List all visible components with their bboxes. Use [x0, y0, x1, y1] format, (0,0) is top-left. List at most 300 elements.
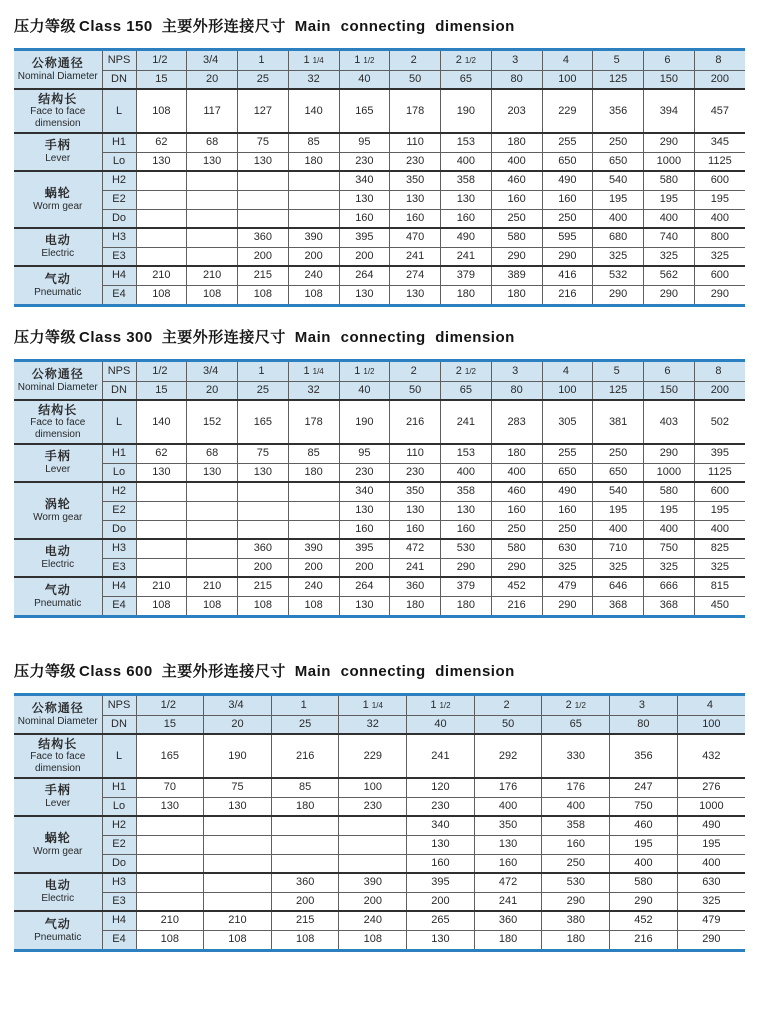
value-cell: 389 [491, 266, 542, 285]
nps-cell [390, 362, 441, 381]
value-cell: 350 [474, 816, 542, 835]
group-label-en: Pneumatic [34, 597, 82, 609]
value-cell [136, 854, 204, 873]
nps-header-cell: NPS [102, 696, 136, 715]
nominal-diameter-en: Nominal Diameter [17, 70, 98, 82]
value-cell: 180 [288, 152, 339, 171]
dn-header-cell: DN [102, 381, 136, 400]
value-cell: 160 [339, 520, 390, 539]
value-cell [204, 816, 272, 835]
value-cell: 180 [491, 444, 542, 463]
group-label-zh: 手柄 [44, 783, 71, 798]
value-cell: 360 [238, 228, 289, 247]
nps-main: 4 [562, 53, 569, 66]
dn-cell: 25 [271, 715, 339, 734]
value-cell: 108 [136, 930, 204, 949]
value-cell [204, 835, 272, 854]
value-cell: 358 [542, 816, 610, 835]
row-code: E4 [102, 596, 136, 615]
value-cell [136, 482, 187, 501]
value-cell: 580 [644, 482, 695, 501]
value-cell [136, 247, 187, 266]
group-label-face-to-face-dimension [14, 89, 102, 133]
value-cell: 460 [610, 816, 678, 835]
nps-main: 4 [706, 698, 713, 711]
value-cell: 190 [339, 400, 390, 444]
value-cell: 68 [187, 444, 238, 463]
value-cell: 180 [491, 133, 542, 152]
value-cell: 292 [474, 734, 542, 778]
value-cell [238, 482, 289, 501]
dn-cell: 200 [694, 381, 745, 400]
group-label-en: Pneumatic [34, 931, 82, 943]
value-cell: 532 [593, 266, 644, 285]
value-cell: 580 [610, 873, 678, 892]
value-cell: 400 [542, 797, 610, 816]
value-cell: 153 [441, 444, 492, 463]
value-cell: 360 [271, 873, 339, 892]
nps-main: 5 [613, 364, 620, 377]
value-cell: 345 [694, 133, 745, 152]
value-cell: 470 [390, 228, 441, 247]
value-cell: 650 [593, 152, 644, 171]
nps-main: 1 [258, 364, 265, 377]
group-label-electric [14, 873, 102, 911]
value-cell: 283 [491, 400, 542, 444]
value-cell: 108 [238, 596, 289, 615]
nps-main: 4 [562, 364, 569, 377]
dn-cell: 50 [390, 70, 441, 89]
nps-main: 8 [715, 364, 722, 377]
value-cell: 215 [238, 266, 289, 285]
row-code: H3 [102, 539, 136, 558]
value-cell: 180 [474, 930, 542, 949]
value-cell: 250 [491, 520, 542, 539]
nominal-diameter-label [14, 362, 102, 400]
value-cell: 200 [271, 892, 339, 911]
dn-cell: 125 [593, 381, 644, 400]
dn-cell: 80 [491, 381, 542, 400]
nps-header-cell: NPS [102, 51, 136, 70]
value-cell [136, 873, 204, 892]
value-cell: 390 [339, 873, 407, 892]
value-cell: 180 [441, 285, 492, 304]
value-cell: 108 [271, 930, 339, 949]
nps-main: 3/4 [202, 53, 219, 66]
value-cell: 1000 [677, 797, 745, 816]
value-cell: 160 [407, 854, 475, 873]
value-cell: 108 [288, 285, 339, 304]
value-cell [136, 558, 187, 577]
title-class: Class 300 [79, 329, 153, 346]
value-cell: 241 [390, 558, 441, 577]
value-cell: 274 [390, 266, 441, 285]
value-cell: 403 [644, 400, 695, 444]
dn-header-cell: DN [102, 70, 136, 89]
group-label-pneumatic [14, 911, 102, 949]
value-cell: 472 [390, 539, 441, 558]
value-cell: 290 [610, 892, 678, 911]
value-cell: 600 [694, 482, 745, 501]
value-cell: 241 [441, 400, 492, 444]
value-cell: 230 [339, 152, 390, 171]
value-cell: 195 [644, 501, 695, 520]
value-cell [238, 190, 289, 209]
value-cell: 400 [593, 209, 644, 228]
value-cell: 108 [187, 285, 238, 304]
value-cell: 108 [136, 285, 187, 304]
nps-main: 1 [354, 53, 361, 66]
value-cell: 290 [644, 444, 695, 463]
value-cell: 360 [238, 539, 289, 558]
value-cell: 358 [441, 482, 492, 501]
value-cell: 450 [694, 596, 745, 615]
dn-cell: 100 [677, 715, 745, 734]
row-code: H4 [102, 577, 136, 596]
value-cell: 290 [677, 930, 745, 949]
value-cell: 400 [593, 520, 644, 539]
value-cell: 290 [542, 596, 593, 615]
value-cell: 165 [339, 89, 390, 133]
value-cell: 216 [271, 734, 339, 778]
nps-cell [271, 696, 339, 715]
value-cell [238, 520, 289, 539]
dn-cell: 25 [238, 70, 289, 89]
value-cell: 130 [441, 501, 492, 520]
table-section [14, 15, 778, 307]
group-label-en: Worm gear [33, 200, 83, 212]
value-cell [136, 835, 204, 854]
group-label-lever [14, 444, 102, 482]
value-cell: 180 [271, 797, 339, 816]
value-cell [271, 816, 339, 835]
value-cell: 815 [694, 577, 745, 596]
value-cell: 250 [542, 520, 593, 539]
dimension-table-wrap [14, 359, 745, 618]
title-class: Class 150 [79, 18, 153, 35]
title-en: Main connecting dimension [294, 329, 515, 346]
value-cell: 130 [390, 285, 441, 304]
value-cell: 250 [542, 854, 610, 873]
value-cell: 130 [339, 501, 390, 520]
value-cell [187, 558, 238, 577]
value-cell: 379 [441, 577, 492, 596]
value-cell: 200 [407, 892, 475, 911]
value-cell: 325 [593, 247, 644, 266]
title-zh: 压力等级 [14, 18, 77, 35]
table-title [14, 15, 778, 36]
nps-cell [542, 696, 610, 715]
value-cell: 180 [390, 596, 441, 615]
value-cell: 710 [593, 539, 644, 558]
value-cell: 195 [644, 190, 695, 209]
value-cell: 210 [187, 266, 238, 285]
value-cell: 85 [288, 133, 339, 152]
value-cell: 210 [136, 577, 187, 596]
group-label-en: Electric [41, 559, 75, 571]
value-cell: 195 [694, 190, 745, 209]
nps-cell [593, 362, 644, 381]
nps-fraction: 1/4 [312, 55, 324, 65]
value-cell: 108 [204, 930, 272, 949]
value-cell: 85 [288, 444, 339, 463]
nominal-diameter-zh: 公称通径 [31, 366, 84, 381]
value-cell: 130 [238, 152, 289, 171]
title-zh2: 主要外形连接尺寸 [161, 663, 286, 680]
nps-main: 1/2 [160, 698, 176, 711]
value-cell: 580 [491, 228, 542, 247]
row-code: H3 [102, 228, 136, 247]
nps-main: 1 [303, 53, 310, 66]
group-label-lever [14, 778, 102, 816]
nominal-diameter-zh: 公称通径 [31, 700, 84, 715]
nps-cell [339, 51, 390, 70]
nps-cell [694, 51, 745, 70]
nominal-diameter-zh: 公称通径 [31, 55, 84, 70]
value-cell: 195 [610, 835, 678, 854]
dn-cell: 40 [339, 70, 390, 89]
value-cell: 180 [288, 463, 339, 482]
dimension-table-wrap [14, 48, 745, 307]
value-cell: 750 [644, 539, 695, 558]
value-cell [339, 835, 407, 854]
dn-header-cell: DN [102, 715, 136, 734]
value-cell: 210 [204, 911, 272, 930]
group-label-en: Lever [45, 798, 71, 810]
value-cell: 452 [610, 911, 678, 930]
dn-cell: 125 [593, 70, 644, 89]
value-cell: 95 [339, 133, 390, 152]
value-cell [187, 228, 238, 247]
value-cell: 650 [542, 463, 593, 482]
value-cell: 290 [441, 558, 492, 577]
value-cell: 241 [390, 247, 441, 266]
value-cell: 325 [593, 558, 644, 577]
group-label-lever [14, 133, 102, 171]
value-cell: 530 [542, 873, 610, 892]
row-code: Lo [102, 797, 136, 816]
nps-cell [474, 696, 542, 715]
value-cell: 290 [644, 133, 695, 152]
value-cell: 800 [694, 228, 745, 247]
value-cell: 255 [542, 133, 593, 152]
value-cell: 210 [136, 266, 187, 285]
value-cell: 200 [238, 558, 289, 577]
value-cell: 108 [136, 596, 187, 615]
nps-cell [339, 362, 390, 381]
row-code: H1 [102, 778, 136, 797]
value-cell: 250 [593, 133, 644, 152]
row-code: H2 [102, 482, 136, 501]
value-cell: 290 [491, 247, 542, 266]
value-cell: 825 [694, 539, 745, 558]
value-cell: 180 [441, 596, 492, 615]
value-cell: 216 [491, 596, 542, 615]
value-cell: 250 [593, 444, 644, 463]
value-cell: 250 [491, 209, 542, 228]
value-cell: 400 [694, 520, 745, 539]
value-cell: 1125 [694, 152, 745, 171]
value-cell: 600 [694, 171, 745, 190]
group-label-face-to-face-dimension [14, 734, 102, 778]
nps-fraction: 1/2 [464, 366, 476, 376]
nps-cell [491, 362, 542, 381]
value-cell: 325 [694, 247, 745, 266]
value-cell: 472 [474, 873, 542, 892]
value-cell: 160 [441, 209, 492, 228]
dimension-table [14, 51, 745, 304]
value-cell: 400 [441, 152, 492, 171]
nps-main: 1 [303, 364, 310, 377]
nps-main: 2 [565, 698, 572, 711]
group-label-en: Face to face dimension [30, 417, 86, 440]
value-cell: 176 [542, 778, 610, 797]
value-cell: 130 [339, 596, 390, 615]
value-cell [238, 501, 289, 520]
value-cell [187, 482, 238, 501]
value-cell: 265 [407, 911, 475, 930]
value-cell: 68 [187, 133, 238, 152]
row-code: H4 [102, 266, 136, 285]
nps-main: 3 [512, 364, 519, 377]
group-label-en: Lever [45, 464, 71, 476]
value-cell: 100 [339, 778, 407, 797]
group-label-face-to-face-dimension [14, 400, 102, 444]
value-cell: 400 [644, 209, 695, 228]
dn-cell: 32 [288, 381, 339, 400]
value-cell [187, 520, 238, 539]
value-cell [187, 539, 238, 558]
value-cell: 340 [407, 816, 475, 835]
value-cell: 130 [204, 797, 272, 816]
group-label-electric [14, 539, 102, 577]
dn-cell: 20 [187, 70, 238, 89]
nps-cell [610, 696, 678, 715]
value-cell [288, 482, 339, 501]
value-cell [204, 892, 272, 911]
value-cell: 325 [542, 558, 593, 577]
value-cell: 190 [441, 89, 492, 133]
value-cell: 395 [339, 228, 390, 247]
value-cell: 210 [187, 577, 238, 596]
nps-main: 1 [258, 53, 265, 66]
value-cell: 1000 [644, 152, 695, 171]
row-code: E2 [102, 501, 136, 520]
value-cell: 130 [187, 463, 238, 482]
value-cell: 390 [288, 228, 339, 247]
value-cell: 178 [390, 89, 441, 133]
value-cell: 229 [339, 734, 407, 778]
value-cell: 130 [339, 285, 390, 304]
value-cell: 290 [644, 285, 695, 304]
dn-cell: 65 [441, 70, 492, 89]
dn-cell: 200 [694, 70, 745, 89]
value-cell: 400 [474, 797, 542, 816]
value-cell: 360 [390, 577, 441, 596]
value-cell: 62 [136, 444, 187, 463]
dn-cell: 150 [644, 381, 695, 400]
value-cell [288, 520, 339, 539]
nps-cell [542, 51, 593, 70]
value-cell: 130 [441, 190, 492, 209]
dn-cell: 20 [187, 381, 238, 400]
value-cell: 630 [677, 873, 745, 892]
value-cell [288, 171, 339, 190]
title-zh2: 主要外形连接尺寸 [161, 329, 286, 346]
nominal-diameter-en: Nominal Diameter [17, 381, 98, 393]
row-code: H2 [102, 171, 136, 190]
nps-fraction: 1/2 [464, 55, 476, 65]
value-cell: 160 [542, 501, 593, 520]
nps-fraction: 1/4 [312, 366, 324, 376]
dn-cell: 15 [136, 715, 204, 734]
value-cell: 490 [677, 816, 745, 835]
value-cell: 140 [288, 89, 339, 133]
value-cell: 62 [136, 133, 187, 152]
value-cell: 165 [136, 734, 204, 778]
row-code: H1 [102, 444, 136, 463]
nps-main: 8 [715, 53, 722, 66]
group-label-electric [14, 228, 102, 266]
row-code: L [102, 734, 136, 778]
value-cell: 400 [694, 209, 745, 228]
value-cell [187, 171, 238, 190]
value-cell: 230 [339, 797, 407, 816]
title-zh: 压力等级 [14, 329, 77, 346]
value-cell [204, 854, 272, 873]
value-cell: 140 [136, 400, 187, 444]
group-label-zh: 气动 [44, 271, 71, 286]
value-cell: 110 [390, 133, 441, 152]
value-cell: 264 [339, 577, 390, 596]
row-code: E4 [102, 285, 136, 304]
value-cell: 160 [441, 520, 492, 539]
value-cell: 215 [271, 911, 339, 930]
row-code: H2 [102, 816, 136, 835]
value-cell: 340 [339, 482, 390, 501]
value-cell: 130 [390, 190, 441, 209]
value-cell: 130 [407, 835, 475, 854]
dn-cell: 20 [204, 715, 272, 734]
value-cell: 200 [288, 247, 339, 266]
value-cell: 70 [136, 778, 204, 797]
value-cell: 110 [390, 444, 441, 463]
value-cell: 400 [644, 520, 695, 539]
dn-cell: 15 [136, 70, 187, 89]
row-code: H3 [102, 873, 136, 892]
group-label-zh: 气动 [44, 582, 71, 597]
value-cell: 216 [610, 930, 678, 949]
value-cell: 153 [441, 133, 492, 152]
value-cell: 490 [542, 482, 593, 501]
group-label-worm-gear [14, 171, 102, 228]
value-cell [187, 247, 238, 266]
dn-cell: 32 [339, 715, 407, 734]
value-cell [136, 539, 187, 558]
nps-main: 3 [638, 698, 645, 711]
group-label-zh: 气动 [44, 916, 71, 931]
nps-cell [136, 696, 204, 715]
value-cell: 130 [339, 190, 390, 209]
nps-cell [441, 51, 492, 70]
dn-cell: 25 [238, 381, 289, 400]
value-cell: 290 [542, 892, 610, 911]
value-cell: 255 [542, 444, 593, 463]
nps-main: 3/4 [202, 364, 219, 377]
value-cell: 400 [441, 463, 492, 482]
value-cell: 85 [271, 778, 339, 797]
value-cell [339, 854, 407, 873]
